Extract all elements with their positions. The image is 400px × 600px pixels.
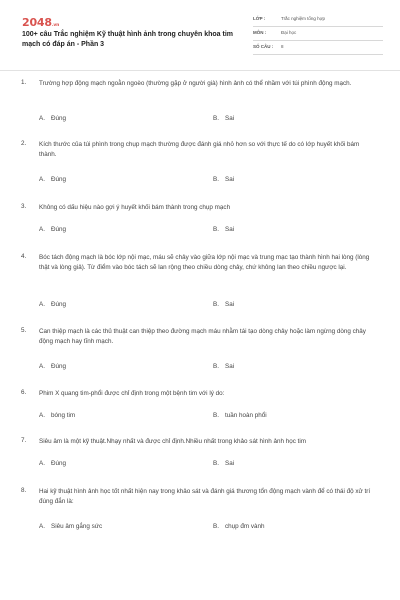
header-divider <box>0 70 400 71</box>
option-text: Sai <box>225 363 235 370</box>
option-b[interactable] <box>213 523 265 530</box>
meta-row-class <box>253 14 383 27</box>
meta-panel <box>253 14 383 56</box>
meta-value: Trắc nghiệm tổng hợp <box>281 16 326 21</box>
option-b[interactable] <box>213 363 234 370</box>
option-a[interactable] <box>39 523 102 530</box>
option-letter: B. <box>213 176 219 183</box>
option-text: Đúng <box>51 460 67 467</box>
question-number: 4. <box>21 253 27 260</box>
option-a[interactable] <box>39 301 66 308</box>
document-title: 100+ câu Trắc nghiệm Kỹ thuật hình ảnh trong chuyên khoa tim mạch có đáp án - Phần 3 <box>22 31 234 48</box>
meta-value: Đại học <box>281 30 297 35</box>
option-b[interactable] <box>213 412 267 419</box>
option-letter: B. <box>213 412 219 419</box>
option-letter: A. <box>39 363 45 370</box>
question-number: 5. <box>21 327 27 334</box>
option-b[interactable] <box>213 176 234 183</box>
option-letter: A. <box>39 412 45 419</box>
option-b[interactable] <box>213 460 234 467</box>
option-text: Sai <box>225 226 235 233</box>
question-text: Bóc tách động mạch là bóc lớp nội mạc, máu sẽ chảy vào giữa lớp nội mạc và trung mạc tạo thành hình hai lòng (lòng thật và lòng giả). Từ điểm vào bóc tách sẽ lan rộng theo chiều dòng chảy, chứ không lan theo chiều ngược lại. <box>39 254 370 272</box>
option-b[interactable] <box>213 115 234 122</box>
option-text: Đúng <box>51 226 67 233</box>
meta-row-count <box>253 42 383 55</box>
option-text: Siêu âm gắng sức <box>51 523 103 530</box>
option-letter: B. <box>213 226 219 233</box>
option-text: Đúng <box>51 115 67 122</box>
site-logo[interactable] <box>22 16 59 29</box>
question-text: Can thiệp mạch là các thủ thuật can thiệp theo đường mạch máu nhằm tái tạo dòng chảy hoặc làm ngừng dòng chảy động mạch hay tĩnh mạch. <box>39 328 366 346</box>
question-text: Siêu âm là một kỹ thuật.Nhạy nhất và được chỉ định.Nhiều nhất trong khảo sát hình ảnh học tim <box>39 438 307 445</box>
option-a[interactable] <box>39 363 66 370</box>
question-number: 2. <box>21 140 27 147</box>
option-letter: B. <box>213 460 219 467</box>
option-a[interactable] <box>39 226 66 233</box>
option-text: chụp đm vành <box>225 523 265 530</box>
option-letter: A. <box>39 460 45 467</box>
option-letter: A. <box>39 115 45 122</box>
option-letter: B. <box>213 301 219 308</box>
option-a[interactable] <box>39 460 66 467</box>
option-text: Sai <box>225 115 235 122</box>
logo-suffix: .vn <box>51 23 60 28</box>
option-letter: B. <box>213 363 219 370</box>
option-letter: A. <box>39 523 45 530</box>
option-a[interactable] <box>39 412 75 419</box>
question-text: Không có dấu hiệu nào gợi ý huyết khối bám thành trong chụp mạch <box>39 204 231 211</box>
question-text: Kích thước của túi phình trong chụp mạch thường được đánh giá nhỏ hơn so với thực tế do có lớp huyết khối bám thành. <box>39 141 360 159</box>
meta-row-subject <box>253 28 383 41</box>
option-text: Sai <box>225 176 235 183</box>
question-number: 6. <box>21 389 27 396</box>
option-text: bóng tim <box>51 412 76 419</box>
question-text: Phim X quang tim-phổi được chỉ định trong một bệnh tim với lý do: <box>39 390 225 397</box>
question-number: 1. <box>21 79 27 86</box>
option-a[interactable] <box>39 115 66 122</box>
question-number: 7. <box>21 437 27 444</box>
question-number: 3. <box>21 203 27 210</box>
meta-key: SỐ CÂU : <box>253 44 274 49</box>
meta-value: 8 <box>281 44 284 49</box>
question-text: Hai kỹ thuật hình ảnh học tốt nhất hiện nay trong khảo sát và đánh giá thương tổn động mạch vành để có thái độ xử trí đúng đắn là: <box>39 488 371 506</box>
option-letter: A. <box>39 301 45 308</box>
meta-key: LỚP : <box>253 16 266 21</box>
option-letter: B. <box>213 115 219 122</box>
meta-key: MÔN : <box>253 30 267 35</box>
option-text: Sai <box>225 460 235 467</box>
question-text: Trường hợp động mạch ngoằn ngoèo (thường gặp ở người già) hình ảnh có thể nhầm với túi phình động mạch. <box>39 80 352 87</box>
question-number: 8. <box>21 487 27 494</box>
option-text: Đúng <box>51 363 67 370</box>
option-b[interactable] <box>213 301 234 308</box>
document-header <box>0 0 400 68</box>
option-letter: B. <box>213 523 219 530</box>
option-text: Đúng <box>51 176 67 183</box>
option-letter: A. <box>39 226 45 233</box>
option-b[interactable] <box>213 226 234 233</box>
option-a[interactable] <box>39 176 66 183</box>
option-text: tuần hoàn phổi <box>225 412 267 419</box>
logo-text: 2048 <box>22 16 52 29</box>
option-letter: A. <box>39 176 45 183</box>
option-text: Sai <box>225 301 235 308</box>
option-text: Đúng <box>51 301 67 308</box>
